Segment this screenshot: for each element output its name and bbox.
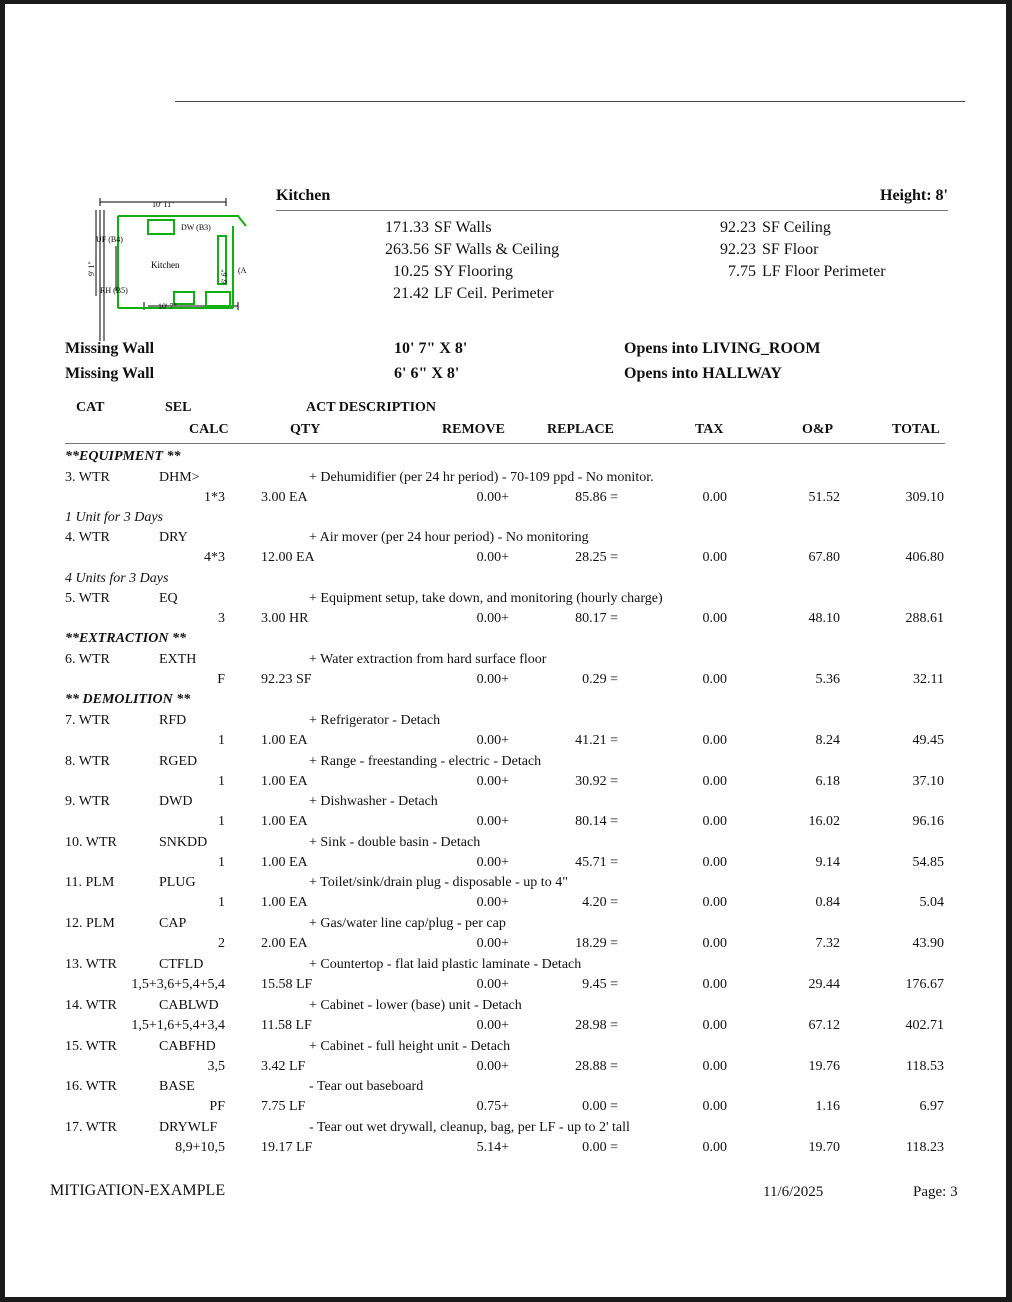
line-item-values-row — [5, 611, 1006, 631]
item-number: 6. WTR — [65, 652, 110, 667]
item-number: 13. WTR — [65, 957, 117, 972]
section-extraction: **EXTRACTION ** — [65, 631, 186, 646]
item-description: + Countertop - flat laid plastic laminate - Detach — [309, 957, 582, 972]
col-header-sel: SEL — [165, 400, 192, 415]
line-item-values-row — [5, 1140, 1006, 1160]
item-selector: CAP — [159, 916, 187, 931]
item-quantity: 15.58 LF — [261, 977, 313, 992]
item-op: 19.76 — [808, 1059, 840, 1074]
missing-wall-opens: Opens into LIVING_ROOM — [624, 340, 821, 357]
item-replace: 0.00 = — [582, 1140, 618, 1155]
col-header-replace: REPLACE — [547, 422, 614, 437]
header-rule — [175, 101, 965, 102]
item-tax: 0.00 — [702, 490, 727, 505]
item-op: 7.32 — [815, 936, 840, 951]
item-remove: 0.00+ — [476, 895, 509, 910]
item-quantity: 1.00 EA — [261, 814, 308, 829]
measure-row: 92.23 SF Floor — [720, 241, 819, 258]
footer-date: 11/6/2025 — [763, 1184, 824, 1200]
sketch-label-rh: RH (B5) — [100, 286, 128, 295]
item-calc: 1 — [218, 855, 225, 870]
item-selector: PLUG — [159, 875, 196, 890]
item-calc: 3,5 — [207, 1059, 225, 1074]
item-selector: CABLWD — [159, 998, 219, 1013]
item-description: + Toilet/sink/drain plug - disposable - up to 4" — [309, 875, 568, 890]
item-remove: 0.00+ — [476, 611, 509, 626]
item-calc: F — [217, 672, 225, 687]
item-replace: 18.29 = — [575, 936, 618, 951]
item-tax: 0.00 — [702, 1099, 727, 1114]
item-replace: 80.17 = — [575, 611, 618, 626]
sketch-label-a: (A — [238, 266, 247, 275]
item-total: 5.04 — [919, 895, 944, 910]
item-replace: 9.45 = — [582, 977, 618, 992]
line-item-values-row — [5, 977, 1006, 997]
item-description: + Water extraction from hard surface floor — [309, 652, 547, 667]
item-selector: DHM> — [159, 470, 200, 485]
item-quantity: 1.00 EA — [261, 774, 308, 789]
item-tax: 0.00 — [702, 774, 727, 789]
item-replace: 0.00 = — [582, 1099, 618, 1114]
item-replace: 28.98 = — [575, 1018, 618, 1033]
item-description: + Sink - double basin - Detach — [309, 835, 481, 850]
item-op: 6.18 — [815, 774, 840, 789]
item-quantity: 12.00 EA — [261, 550, 315, 565]
room-rule — [276, 210, 948, 211]
item-selector: CTFLD — [159, 957, 204, 972]
item-quantity: 7.75 LF — [261, 1099, 306, 1114]
sketch-dim-mid: 6' 6" — [220, 269, 229, 284]
item-tax: 0.00 — [702, 1140, 727, 1155]
line-item-description-row — [5, 713, 1006, 733]
item-tax: 0.00 — [702, 1059, 727, 1074]
item-remove: 0.00+ — [476, 672, 509, 687]
item-op: 8.24 — [815, 733, 840, 748]
line-item-description-row — [5, 835, 1006, 855]
item-description: - Tear out wet drywall, cleanup, bag, per LF - up to 2' tall — [309, 1120, 630, 1135]
line-item-description-row — [5, 754, 1006, 774]
item-selector: DWD — [159, 794, 193, 809]
line-item-values-row — [5, 490, 1006, 510]
item-remove: 0.00+ — [476, 550, 509, 565]
item-tax: 0.00 — [702, 936, 727, 951]
item-total: 43.90 — [912, 936, 944, 951]
item-selector: DRYWLF — [159, 1120, 218, 1135]
item-quantity: 19.17 LF — [261, 1140, 313, 1155]
line-item-values-row — [5, 1059, 1006, 1079]
item-remove: 0.00+ — [476, 814, 509, 829]
item-number: 10. WTR — [65, 835, 117, 850]
item-quantity: 1.00 EA — [261, 895, 308, 910]
item-total: 309.10 — [905, 490, 944, 505]
line-item-description-row — [5, 530, 1006, 550]
missing-wall-label: Missing Wall — [65, 365, 155, 382]
item-remove: 0.00+ — [476, 977, 509, 992]
col-header-qty: QTY — [290, 422, 321, 437]
line-item-description-row — [5, 1079, 1006, 1099]
item-note: 4 Units for 3 Days — [65, 571, 169, 586]
item-replace: 0.29 = — [582, 672, 618, 687]
measurements-right — [655, 219, 915, 285]
item-selector: EXTH — [159, 652, 197, 667]
item-op: 19.70 — [808, 1140, 840, 1155]
item-total: 288.61 — [905, 611, 944, 626]
measurements-left — [305, 219, 565, 307]
item-total: 37.10 — [912, 774, 944, 789]
col-header-op: O&P — [802, 422, 834, 437]
item-selector: RGED — [159, 754, 198, 769]
line-item-description-row — [5, 652, 1006, 672]
item-op: 5.36 — [815, 672, 840, 687]
item-description: + Equipment setup, take down, and monitoring (hourly charge) — [309, 591, 663, 606]
item-selector: EQ — [159, 591, 178, 606]
item-number: 9. WTR — [65, 794, 110, 809]
item-number: 16. WTR — [65, 1079, 117, 1094]
item-tax: 0.00 — [702, 672, 727, 687]
line-item-values-row — [5, 774, 1006, 794]
room-name: Kitchen — [276, 187, 331, 204]
item-replace: 85.86 = — [575, 490, 618, 505]
page — [5, 4, 1006, 1297]
item-description: + Dehumidifier (per 24 hr period) - 70-109 ppd - No monitor. — [309, 470, 654, 485]
item-remove: 5.14+ — [476, 1140, 509, 1155]
section-equipment: **EQUIPMENT ** — [65, 449, 181, 464]
line-item-description-row — [5, 998, 1006, 1018]
item-total: 406.80 — [905, 550, 944, 565]
item-remove: 0.00+ — [476, 733, 509, 748]
item-op: 67.12 — [808, 1018, 840, 1033]
measure-row: 263.56 SF Walls & Ceiling — [385, 241, 560, 258]
item-total: 118.53 — [906, 1059, 944, 1074]
line-item-description-row — [5, 794, 1006, 814]
item-calc: 8,9+10,5 — [175, 1140, 225, 1155]
item-number: 12. PLM — [65, 916, 115, 931]
line-item-values-row — [5, 814, 1006, 834]
item-number: 7. WTR — [65, 713, 110, 728]
table-header-rule — [65, 443, 945, 444]
item-calc: 1 — [218, 774, 225, 789]
item-calc: 2 — [218, 936, 225, 951]
line-item-values-row — [5, 855, 1006, 875]
item-description: + Gas/water line cap/plug - per cap — [309, 916, 506, 931]
item-op: 67.80 — [808, 550, 840, 565]
item-replace: 28.88 = — [575, 1059, 618, 1074]
item-tax: 0.00 — [702, 733, 727, 748]
missing-wall-label: Missing Wall — [65, 340, 155, 357]
item-number: 15. WTR — [65, 1039, 117, 1054]
item-description: + Refrigerator - Detach — [309, 713, 441, 728]
item-calc: 4*3 — [204, 550, 225, 565]
item-op: 0.84 — [815, 895, 840, 910]
item-replace: 4.20 = — [582, 895, 618, 910]
item-replace: 80.14 = — [575, 814, 618, 829]
item-total: 176.67 — [905, 977, 944, 992]
line-item-values-row — [5, 672, 1006, 692]
col-header-total: TOTAL — [892, 422, 940, 437]
line-item-values-row — [5, 895, 1006, 915]
item-selector: RFD — [159, 713, 187, 728]
measure-row: 10.25 SY Flooring — [393, 263, 513, 280]
col-header-tax: TAX — [695, 422, 724, 437]
item-total: 402.71 — [905, 1018, 944, 1033]
line-item-description-row — [5, 957, 1006, 977]
col-header-remove: REMOVE — [442, 422, 505, 437]
item-remove: 0.00+ — [476, 1018, 509, 1033]
line-item-values-row — [5, 1018, 1006, 1038]
section-demolition: ** DEMOLITION ** — [65, 692, 191, 707]
item-remove: 0.00+ — [476, 1059, 509, 1074]
measure-row: 21.42 LF Ceil. Perimeter — [393, 285, 554, 302]
item-selector: DRY — [159, 530, 188, 545]
item-number: 14. WTR — [65, 998, 117, 1013]
item-tax: 0.00 — [702, 1018, 727, 1033]
missing-wall-size: 6' 6" X 8' — [394, 365, 460, 382]
item-number: 5. WTR — [65, 591, 110, 606]
line-item-description-row — [5, 470, 1006, 490]
sketch-dim-bottom: 10' 7" — [158, 302, 177, 311]
item-description: - Tear out baseboard — [309, 1079, 424, 1094]
item-total: 118.23 — [906, 1140, 944, 1155]
line-item-description-row — [5, 916, 1006, 936]
item-quantity: 3.42 LF — [261, 1059, 306, 1074]
item-calc: 1 — [218, 733, 225, 748]
line-item-values-row — [5, 733, 1006, 753]
col-header-act: ACT DESCRIPTION — [306, 400, 437, 415]
item-calc: 3 — [218, 611, 225, 626]
item-calc: 1,5+3,6+5,4+5,4 — [131, 977, 225, 992]
item-quantity: 3.00 HR — [261, 611, 309, 626]
item-number: 8. WTR — [65, 754, 110, 769]
item-calc: 1*3 — [204, 490, 225, 505]
item-description: + Range - freestanding - electric - Detach — [309, 754, 542, 769]
item-op: 1.16 — [815, 1099, 840, 1114]
measure-row: 171.33 SF Walls — [385, 219, 492, 236]
item-op: 9.14 — [815, 855, 840, 870]
line-item-values-row — [5, 936, 1006, 956]
line-item-description-row — [5, 1039, 1006, 1059]
item-quantity: 1.00 EA — [261, 733, 308, 748]
item-calc: 1,5+1,6+5,4+3,4 — [131, 1018, 225, 1033]
item-remove: 0.75+ — [476, 1099, 509, 1114]
missing-wall-opens: Opens into HALLWAY — [624, 365, 782, 382]
line-item-values-row — [5, 1099, 1006, 1119]
item-total: 6.97 — [919, 1099, 944, 1114]
line-item-values-row — [5, 550, 1006, 570]
measure-row: 92.23 SF Ceiling — [720, 219, 831, 236]
item-replace: 30.92 = — [575, 774, 618, 789]
item-calc: 1 — [218, 895, 225, 910]
item-selector: BASE — [159, 1079, 195, 1094]
item-op: 48.10 — [808, 611, 840, 626]
item-quantity: 3.00 EA — [261, 490, 308, 505]
item-tax: 0.00 — [702, 611, 727, 626]
item-selector: CABFHD — [159, 1039, 216, 1054]
item-description: + Air mover (per 24 hour period) - No monitoring — [309, 530, 589, 545]
item-replace: 41.21 = — [575, 733, 618, 748]
footer-project: MITIGATION-EXAMPLE — [50, 1182, 226, 1199]
item-quantity: 2.00 EA — [261, 936, 308, 951]
item-op: 51.52 — [808, 490, 840, 505]
room-height: Height: 8' — [880, 187, 948, 204]
item-total: 54.85 — [912, 855, 944, 870]
item-tax: 0.00 — [702, 855, 727, 870]
item-remove: 0.00+ — [476, 490, 509, 505]
item-quantity: 92.23 SF — [261, 672, 312, 687]
line-item-description-row — [5, 875, 1006, 895]
item-replace: 28.25 = — [575, 550, 618, 565]
item-remove: 0.00+ — [476, 855, 509, 870]
room-sketch — [88, 196, 248, 341]
item-description: + Cabinet - lower (base) unit - Detach — [309, 998, 522, 1013]
item-number: 17. WTR — [65, 1120, 117, 1135]
item-number: 3. WTR — [65, 470, 110, 485]
item-description: + Cabinet - full height unit - Detach — [309, 1039, 511, 1054]
col-header-calc: CALC — [189, 422, 229, 437]
item-tax: 0.00 — [702, 895, 727, 910]
sketch-room-label: Kitchen — [151, 260, 180, 270]
col-header-cat: CAT — [76, 400, 105, 415]
item-op: 16.02 — [808, 814, 840, 829]
measure-row: 7.75 LF Floor Perimeter — [728, 263, 886, 280]
sketch-dim-top: 10' 11" — [152, 200, 175, 209]
line-item-description-row — [5, 1120, 1006, 1140]
item-calc: 1 — [218, 814, 225, 829]
item-calc: PF — [209, 1099, 225, 1114]
item-tax: 0.00 — [702, 977, 727, 992]
missing-wall-size: 10' 7" X 8' — [394, 340, 468, 357]
item-remove: 0.00+ — [476, 936, 509, 951]
sketch-label-uf: UF (B4) — [96, 235, 123, 244]
item-total: 49.45 — [912, 733, 944, 748]
footer-page: Page: 3 — [913, 1184, 958, 1200]
item-number: 4. WTR — [65, 530, 110, 545]
item-remove: 0.00+ — [476, 774, 509, 789]
item-number: 11. PLM — [65, 875, 115, 890]
item-op: 29.44 — [808, 977, 840, 992]
item-replace: 45.71 = — [575, 855, 618, 870]
item-tax: 0.00 — [702, 814, 727, 829]
item-quantity: 11.58 LF — [261, 1018, 312, 1033]
sketch-label-dw: DW (B3) — [181, 223, 211, 232]
item-quantity: 1.00 EA — [261, 855, 308, 870]
item-selector: SNKDD — [159, 835, 208, 850]
item-tax: 0.00 — [702, 550, 727, 565]
item-note: 1 Unit for 3 Days — [65, 510, 163, 525]
line-item-description-row — [5, 591, 1006, 611]
sketch-dim-left: 9' 1" — [87, 261, 96, 276]
item-description: + Dishwasher - Detach — [309, 794, 438, 809]
item-total: 96.16 — [912, 814, 944, 829]
item-total: 32.11 — [913, 672, 944, 687]
